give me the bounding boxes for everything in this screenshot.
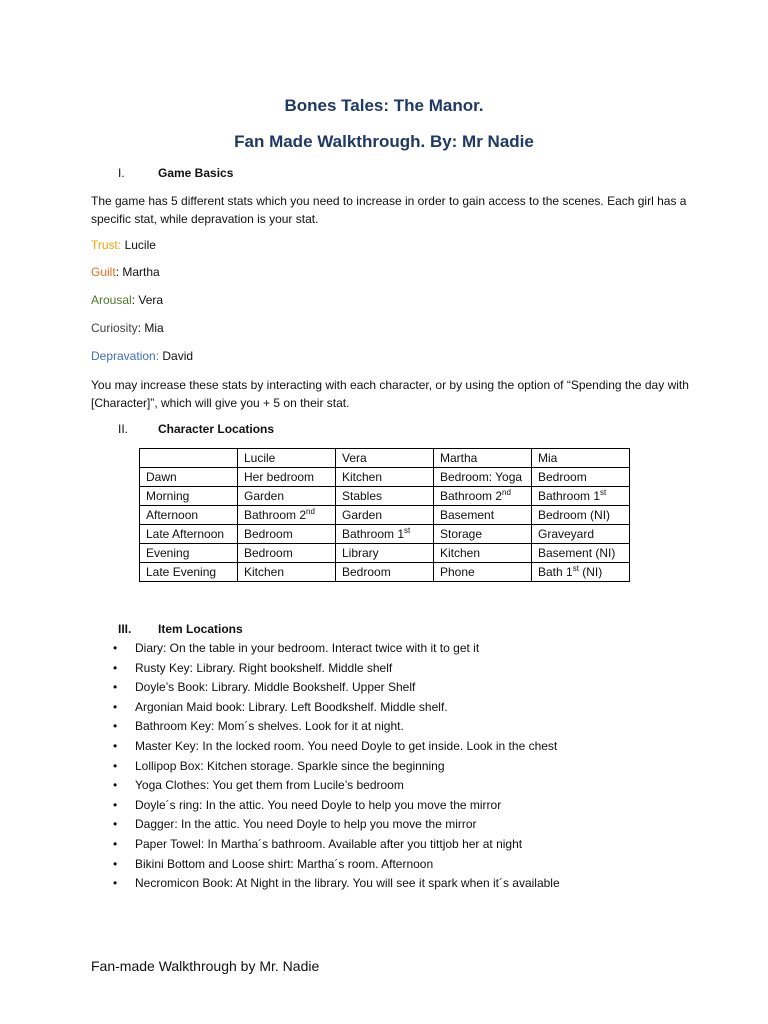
table-row (140, 506, 630, 525)
stat-line-depravation (91, 349, 193, 363)
section-number: II. (118, 422, 129, 436)
section-number: III. (118, 622, 132, 636)
list-item-text: Doyle’s Book: Library. Middle Bookshelf. Upper Shelf (135, 680, 416, 695)
table-row (140, 563, 630, 582)
bullet-icon: • (113, 758, 118, 773)
table-cell: Storage (434, 525, 532, 544)
list-item (91, 796, 560, 816)
table-row (140, 468, 630, 487)
table-cell: Bathroom 1st (532, 487, 630, 506)
ordinal-suffix: nd (502, 488, 511, 497)
table-cell: Basement (NI) (532, 544, 630, 563)
stat-value: : Mia (137, 321, 164, 335)
bullet-icon: • (113, 719, 118, 734)
stat-line-guilt (91, 265, 160, 279)
list-item-text: Bikini Bottom and Loose shirt: Martha´s room. Afternoon (135, 856, 434, 871)
table-cell: Bedroom: Yoga (434, 468, 532, 487)
stat-line-curiosity (91, 321, 164, 335)
document-title: Bones Tales: The Manor. (284, 96, 484, 115)
table-header-cell (140, 449, 238, 468)
stat-value: : Martha (115, 265, 160, 279)
table-cell: Late Evening (140, 563, 238, 582)
bullet-icon: • (113, 797, 118, 812)
list-item (91, 855, 560, 875)
list-item (91, 659, 560, 679)
table-cell: Bedroom (336, 563, 434, 582)
stat-name: Depravation: (91, 349, 160, 363)
table-cell: Evening (140, 544, 238, 563)
table-cell: Garden (238, 487, 336, 506)
table-row (140, 525, 630, 544)
list-item (91, 874, 560, 894)
table-cell: Her bedroom (238, 468, 336, 487)
list-item (91, 737, 560, 757)
table-cell: Bathroom 1st (336, 525, 434, 544)
list-item (91, 776, 560, 796)
table-cell: Morning (140, 487, 238, 506)
table-cell: Bathroom 2nd (434, 487, 532, 506)
list-item (91, 678, 560, 698)
section-heading-item-locations (118, 622, 243, 636)
stat-name: Trust: (91, 238, 122, 252)
stat-line-trust (91, 238, 156, 252)
increase-paragraph: You may increase these stats by interacting with each character, or by using the option of “Spending the day with [Character]”, which will give you + 5 on their stat. (91, 378, 689, 410)
table-cell: Bedroom (238, 544, 336, 563)
table-cell: Garden (336, 506, 434, 525)
table-cell: Library (336, 544, 434, 563)
table-header-cell: Martha (434, 449, 532, 468)
bullet-icon: • (113, 641, 118, 655)
table-cell: Graveyard (532, 525, 630, 544)
section-number: I. (118, 166, 125, 180)
intro-paragraph: The game has 5 different stats which you need to increase in order to gain access to the scenes. Each girl has a specific stat, while depravation is your stat. (91, 194, 687, 226)
bullet-icon: • (113, 836, 118, 851)
table-cell: Kitchen (238, 563, 336, 582)
bullet-icon: • (113, 817, 118, 832)
stat-name: Guilt (91, 265, 116, 279)
ordinal-suffix: st (600, 488, 607, 497)
table-cell: Basement (434, 506, 532, 525)
list-item (91, 698, 560, 718)
section-title: Item Locations (158, 622, 243, 636)
stat-value: Lucile (121, 238, 156, 252)
section-title: Character Locations (158, 422, 275, 436)
bullet-icon: • (113, 856, 118, 871)
bullet-icon: • (113, 699, 118, 714)
table-cell: Bathroom 2nd (238, 506, 336, 525)
list-item-text: Diary: On the table in your bedroom. Interact twice with it to get it (135, 641, 480, 655)
bullet-icon: • (113, 680, 118, 695)
table-row (140, 544, 630, 563)
bullet-icon: • (113, 660, 118, 675)
list-item-text: Rusty Key: Library. Right bookshelf. Middle shelf (135, 660, 393, 675)
table-row (140, 487, 630, 506)
list-item-text: Argonian Maid book: Library. Left Boodkshelf. Middle shelf. (135, 699, 448, 714)
list-item-text: Yoga Clothes: You get them from Lucile’s bedroom (135, 778, 404, 793)
table-header-cell: Lucile (238, 449, 336, 468)
list-item (91, 757, 560, 777)
table-cell: Phone (434, 563, 532, 582)
section-heading-character-locations (118, 422, 274, 436)
stat-name: Arousal (91, 293, 132, 307)
ordinal-suffix: st (404, 526, 411, 535)
table-cell: Stables (336, 487, 434, 506)
bullet-icon: • (113, 876, 118, 891)
list-item-text: Master Key: In the locked room. You need Doyle to get inside. Look in the chest (135, 738, 558, 753)
list-item-text: Doyle´s ring: In the attic. You need Doyle to help you move the mirror (135, 797, 502, 812)
list-item-text: Paper Towel: In Martha´s bathroom. Available after you tittjob her at night (135, 836, 523, 851)
list-item-text: Necromicon Book: At Night in the library. You will see it spark when it´s available (135, 876, 560, 891)
character-locations-table (139, 448, 630, 582)
table-cell: Bedroom (NI) (532, 506, 630, 525)
ordinal-suffix: st (572, 564, 579, 573)
table-cell: Bath 1st (NI) (532, 563, 630, 582)
stat-value: : Vera (131, 293, 164, 307)
stat-name: Curiosity (91, 321, 138, 335)
table-cell: Late Afternoon (140, 525, 238, 544)
table-header-cell: Vera (336, 449, 434, 468)
list-item (91, 639, 560, 659)
list-item (91, 835, 560, 855)
section-heading-game-basics (118, 166, 233, 180)
document-subtitle: Fan Made Walkthrough. By: Mr Nadie (234, 132, 534, 151)
table-cell: Bedroom (532, 468, 630, 487)
stat-value: David (159, 349, 194, 363)
list-item (91, 815, 560, 835)
section-title: Game Basics (158, 166, 234, 180)
table-cell: Afternoon (140, 506, 238, 525)
item-locations-list (91, 639, 560, 894)
bullet-icon: • (113, 738, 118, 753)
ordinal-suffix: nd (306, 507, 315, 516)
table-cell: Kitchen (336, 468, 434, 487)
bullet-icon: • (113, 778, 118, 793)
table-cell: Dawn (140, 468, 238, 487)
table-cell: Bedroom (238, 525, 336, 544)
list-item-text: Bathroom Key: Mom´s shelves. Look for it at night. (135, 719, 404, 734)
table-header-row (140, 449, 630, 468)
table-header-cell: Mia (532, 449, 630, 468)
list-item (91, 717, 560, 737)
stat-line-arousal (91, 293, 163, 307)
table-cell: Kitchen (434, 544, 532, 563)
list-item-text: Dagger: In the attic. You need Doyle to help you move the mirror (135, 817, 477, 832)
page-footer: Fan-made Walkthrough by Mr. Nadie (91, 958, 320, 974)
list-item-text: Lollipop Box: Kitchen storage. Sparkle since the beginning (135, 758, 445, 773)
